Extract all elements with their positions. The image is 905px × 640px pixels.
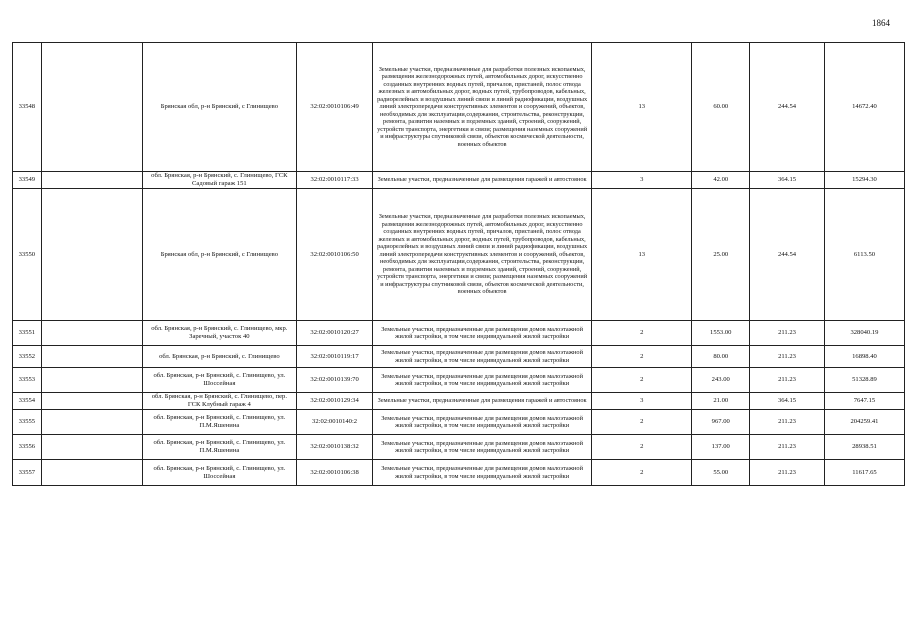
group-cell: 13 [592, 43, 692, 172]
empty-cell [41, 43, 142, 172]
empty-cell [41, 368, 142, 393]
cadastral-value-cell: 204259.41 [824, 410, 904, 435]
empty-cell [41, 189, 142, 321]
record-id-cell: 33550 [13, 189, 42, 321]
cadastral-value-cell: 51328.89 [824, 368, 904, 393]
specific-value-cell: 211.23 [750, 435, 825, 460]
record-id-cell: 33555 [13, 410, 42, 435]
specific-value-cell: 211.23 [750, 346, 825, 368]
table-row [13, 189, 905, 321]
empty-cell [41, 435, 142, 460]
cadastral-value-cell: 7647.15 [824, 393, 904, 410]
record-id-cell: 33553 [13, 368, 42, 393]
empty-cell [41, 393, 142, 410]
record-id-cell: 33551 [13, 321, 42, 346]
address-cell: обл. Брянская, р-н Брянский, с. Глинищево [142, 346, 296, 368]
group-cell: 2 [592, 346, 692, 368]
area-cell: 21.00 [692, 393, 750, 410]
group-cell: 2 [592, 460, 692, 486]
table-row [13, 172, 905, 189]
cadastral-value-cell: 16898.40 [824, 346, 904, 368]
table-row [13, 393, 905, 410]
empty-cell [41, 172, 142, 189]
specific-value-cell: 211.23 [750, 460, 825, 486]
address-cell: обл. Брянская, р-н Брянский, с. Глинищево, ул. Шоссейная [142, 368, 296, 393]
area-cell: 25.00 [692, 189, 750, 321]
empty-cell [41, 346, 142, 368]
address-cell: обл. Брянская, р-н Брянский, с. Глинищево, ул. Шоссейная [142, 460, 296, 486]
cadastral-number-cell: 32:02:0010120:27 [297, 321, 373, 346]
specific-value-cell: 364.15 [750, 172, 825, 189]
specific-value-cell: 211.23 [750, 410, 825, 435]
address-cell: обл. Брянская, р-н Брянский, с. Глинищево, ул. П.М.Яшенина [142, 435, 296, 460]
table-row [13, 346, 905, 368]
page-number: 1864 [872, 18, 890, 28]
group-cell: 2 [592, 368, 692, 393]
address-cell: Брянская обл, р-н Брянский, с Глинищево [142, 189, 296, 321]
area-cell: 243.00 [692, 368, 750, 393]
table-row [13, 368, 905, 393]
cadastral-number-cell: 32:02:0010106:49 [297, 43, 373, 172]
cadastral-number-cell: 32:02:0010138:32 [297, 435, 373, 460]
table-row [13, 43, 905, 172]
cadastral-value-cell: 328040.19 [824, 321, 904, 346]
cadastral-number-cell: 32:02:0010106:38 [297, 460, 373, 486]
address-cell: обл. Брянская, р-н Брянский, с. Глинищево, мкр. Заречный, участок 40 [142, 321, 296, 346]
specific-value-cell: 211.23 [750, 368, 825, 393]
cadastral-value-cell: 6113.50 [824, 189, 904, 321]
area-cell: 137.00 [692, 435, 750, 460]
record-id-cell: 33548 [13, 43, 42, 172]
empty-cell [41, 410, 142, 435]
land-use-cell: Земельные участки, предназначенные для размещения гаражей и автостоянок [373, 393, 592, 410]
cadastral-number-cell: 32:02:0010106:50 [297, 189, 373, 321]
land-use-cell: Земельные участки, предназначенные для размещения домов малоэтажной жилой застройки, в том числе индивидуальной жилой застройки [373, 346, 592, 368]
cadastral-number-cell: 32:02:0010139:70 [297, 368, 373, 393]
area-cell: 42.00 [692, 172, 750, 189]
group-cell: 13 [592, 189, 692, 321]
area-cell: 1553.00 [692, 321, 750, 346]
cadastral-value-cell: 14672.40 [824, 43, 904, 172]
cadastral-value-cell: 28938.51 [824, 435, 904, 460]
record-id-cell: 33557 [13, 460, 42, 486]
land-use-cell: Земельные участки, предназначенные для разработки полезных ископаемых, размещения железнодорожных путей, автомобильных дорог, искусственно созданных внутренних водных путей, причалов, пристаней, полос отвода железных и автомобильных дорог, водных путей, трубопроводов, кабельных, радиорелейных и воздушных линий связи и линий радиофикации, воздушных линий электропередачи конструктивных элементов и сооружений, объектов, необходимых для эксплуатации,содержания, строительства, реконструкции, ремонта, развития наземных и подземных зданий, строений, сооружений, устройств транспорта, энергетики и связи; размещения наземных сооружений и инфраструктуры спутниковой связи, объектов космической деятельности, военных объектов [373, 43, 592, 172]
registry-body [13, 43, 905, 486]
address-cell: обл. Брянская, р-н Брянский, с. Глинищево, пер. ГСК Клубный гараж 4 [142, 393, 296, 410]
area-cell: 55.00 [692, 460, 750, 486]
land-use-cell: Земельные участки, предназначенные для размещения домов малоэтажной жилой застройки, в том числе индивидуальной жилой застройки [373, 410, 592, 435]
table-row [13, 435, 905, 460]
cadastral-value-cell: 11617.65 [824, 460, 904, 486]
group-cell: 2 [592, 321, 692, 346]
cadastral-number-cell: 32:02:0010117:33 [297, 172, 373, 189]
table-row [13, 410, 905, 435]
land-use-cell: Земельные участки, предназначенные для разработки полезных ископаемых, размещения железнодорожных путей, автомобильных дорог, искусственно созданных внутренних водных путей, причалов, пристаней, полос отвода железных и автомобильных дорог, водных путей, трубопроводов, кабельных, радиорелейных и воздушных линий связи и линий радиофикации, воздушных линий электропередачи конструктивных элементов и сооружений, объектов, необходимых для эксплуатации,содержания, строительства, реконструкции, ремонта, развития наземных и подземных зданий, строений, сооружений, устройств транспорта, энергетики и связи; размещения наземных сооружений и инфраструктуры спутниковой связи, объектов космической деятельности, военных объектов [373, 189, 592, 321]
area-cell: 967.00 [692, 410, 750, 435]
land-use-cell: Земельные участки, предназначенные для размещения домов малоэтажной жилой застройки, в том числе индивидуальной жилой застройки [373, 321, 592, 346]
land-use-cell: Земельные участки, предназначенные для размещения гаражей и автостоянок [373, 172, 592, 189]
land-use-cell: Земельные участки, предназначенные для размещения домов малоэтажной жилой застройки, в том числе индивидуальной жилой застройки [373, 368, 592, 393]
land-use-cell: Земельные участки, предназначенные для размещения домов малоэтажной жилой застройки, в том числе индивидуальной жилой застройки [373, 460, 592, 486]
address-cell: Брянская обл, р-н Брянский, с Глинищево [142, 43, 296, 172]
group-cell: 2 [592, 410, 692, 435]
record-id-cell: 33552 [13, 346, 42, 368]
land-registry-table [12, 42, 905, 486]
specific-value-cell: 211.23 [750, 321, 825, 346]
address-cell: обл. Брянская, р-н Брянский, с. Глинищево, ул. П.М.Яшенина [142, 410, 296, 435]
cadastral-number-cell: 32:02:0010129:34 [297, 393, 373, 410]
group-cell: 3 [592, 172, 692, 189]
address-cell: обл. Брянская, р-н Брянский, с. Глинищево, ГСК Садовый гараж 151 [142, 172, 296, 189]
land-use-cell: Земельные участки, предназначенные для размещения домов малоэтажной жилой застройки, в том числе индивидуальной жилой застройки [373, 435, 592, 460]
specific-value-cell: 364.15 [750, 393, 825, 410]
group-cell: 2 [592, 435, 692, 460]
record-id-cell: 33556 [13, 435, 42, 460]
empty-cell [41, 321, 142, 346]
specific-value-cell: 244.54 [750, 43, 825, 172]
specific-value-cell: 244.54 [750, 189, 825, 321]
area-cell: 60.00 [692, 43, 750, 172]
cadastral-number-cell: 32:02:0010140:2 [297, 410, 373, 435]
record-id-cell: 33554 [13, 393, 42, 410]
table-row [13, 321, 905, 346]
cadastral-value-cell: 15294.30 [824, 172, 904, 189]
empty-cell [41, 460, 142, 486]
cadastral-number-cell: 32:02:0010119:17 [297, 346, 373, 368]
table-row [13, 460, 905, 486]
record-id-cell: 33549 [13, 172, 42, 189]
area-cell: 80.00 [692, 346, 750, 368]
group-cell: 3 [592, 393, 692, 410]
